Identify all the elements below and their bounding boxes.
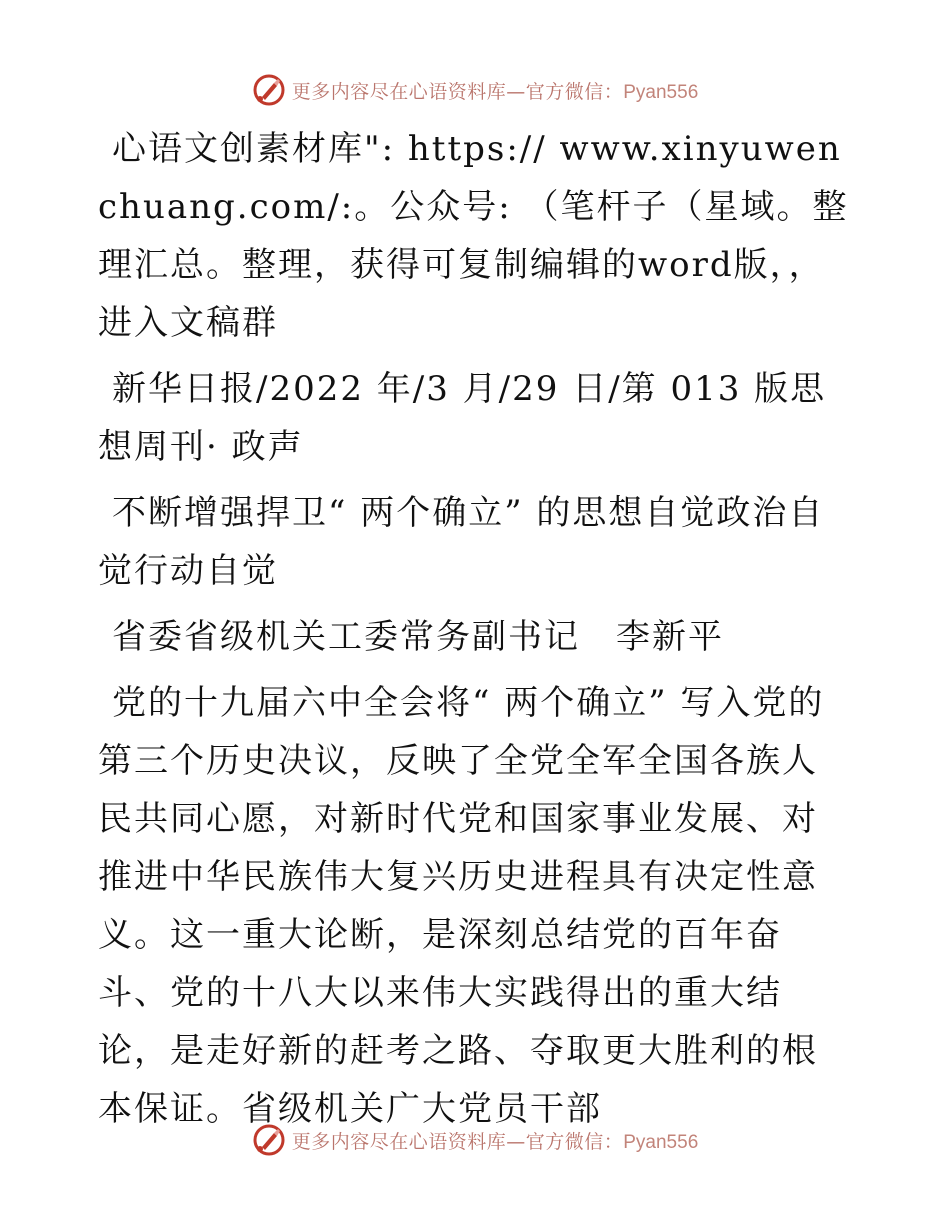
pen-nib-logo-icon [252,1123,286,1157]
pen-nib-logo-icon [252,73,286,107]
source-line: 新华日报/2022 年/3 月/29 日/第 013 版思想周刊· 政声 [98,369,827,467]
wechat-id: Pyan556 [623,81,699,103]
wechat-id: Pyan556 [623,1131,699,1153]
footer-banner-text: 更多内容尽在心语资料库—官方微信：Pyan556 [291,1130,699,1153]
footer-banner [0,1120,950,1160]
header-banner-text: 更多内容尽在心语资料库—官方微信：Pyan556 [291,80,699,103]
intro-paragraph: 心语文创素材库": https:// www.xinyuwenchuang.com/:。公众号: （笔杆子（星域。整理汇总。整理，获得可复制编辑的word版，，进入文稿群 [98,129,849,343]
header-banner [0,70,950,110]
body-paragraph-1: 党的十九届六中全会将“ 两个确立” 写入党的第三个历史决议，反映了全党全军全国各族人民共同心愿，对新时代党和国家事业发展、对推进中华民族伟大复兴历史进程具有决定性意义。这一重大论断，是深刻总结党的百年奋斗、党的十八大以来伟大实践得出的重大结论，是走好新的赶考之路、夺取更大胜利的根本保证。省级机关广大党员干部 [98,683,825,1129]
article-title: 不断增强捍卫“ 两个确立” 的思想自觉政治自觉行动自觉 [98,493,825,591]
author-line: 省委省级机关工委常务副书记 李新平 [112,617,724,657]
document-body [98,120,850,1138]
